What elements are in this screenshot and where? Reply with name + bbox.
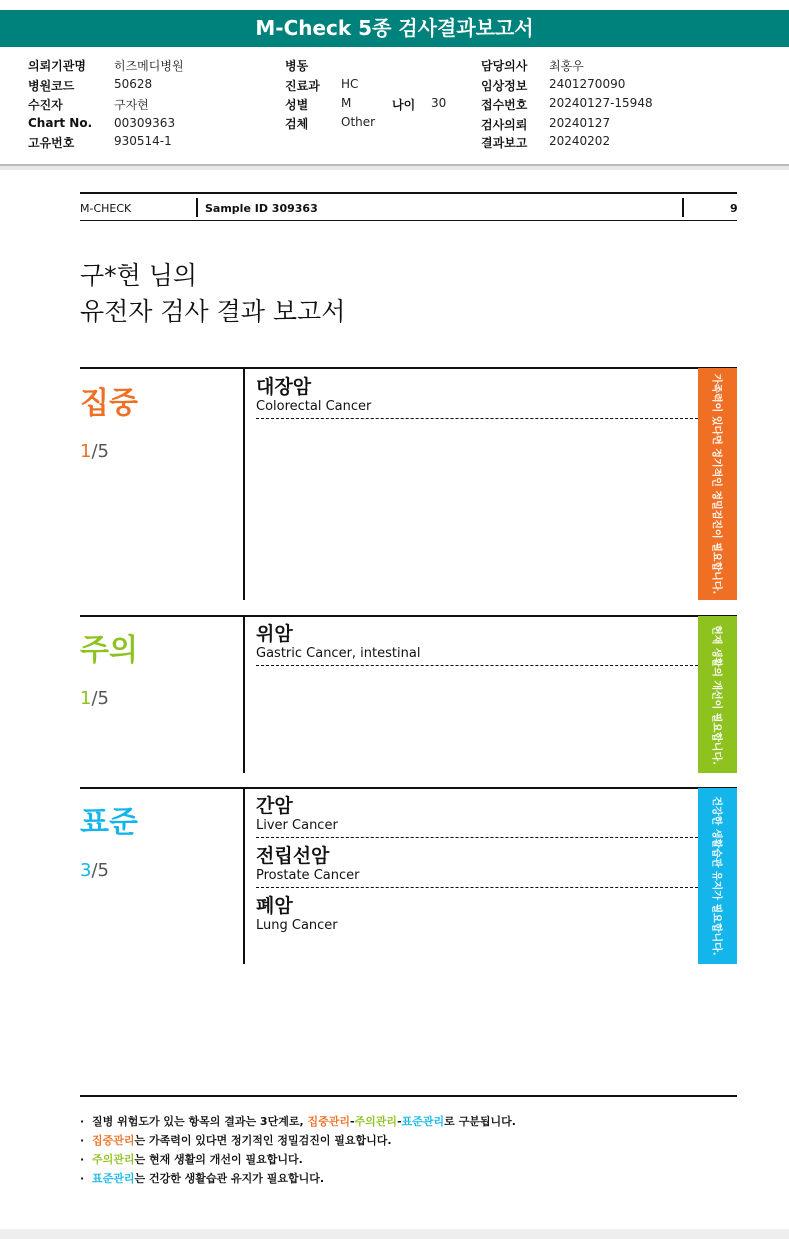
specimen: Other (341, 115, 376, 129)
receipt-number: 20240127-15948 (549, 96, 653, 110)
doctor: 최홍우 (549, 59, 584, 73)
report-label: 결과보고 (481, 136, 528, 150)
note-text: 는 건강한 생활습관 유지가 필요합니다. (134, 1172, 325, 1185)
hospital-code-label: 병원코드 (28, 79, 75, 93)
tier-caution-name: 주의 (80, 633, 138, 668)
report-date: 20240202 (549, 134, 611, 148)
tier-standard-count-value: 3 (80, 860, 92, 881)
cancer-name-en: Colorectal Cancer (256, 399, 372, 414)
cancer-item (256, 622, 420, 662)
id-label: 고유번호 (28, 136, 75, 150)
header-brand: M-CHECK (80, 202, 132, 215)
report-banner: M-Check 5종 검사결과보고서 (0, 10, 789, 47)
note-caution-key: 주의관리 (92, 1153, 135, 1166)
id-number: 930514-1 (114, 134, 172, 148)
tier-focus-divider (243, 369, 245, 600)
sex: M (341, 96, 352, 110)
chart-number: 00309363 (114, 116, 176, 130)
cancer-name-ko: 간암 (256, 795, 293, 817)
patient-name: 구자현 (114, 98, 149, 112)
tier-standard-side-note (698, 788, 737, 964)
cancer-name-en: Gastric Cancer, intestinal (256, 646, 421, 661)
tier-focus-name: 집중 (80, 386, 138, 421)
hospital-name: 히즈메디병원 (114, 59, 184, 73)
patient-label: 수진자 (28, 98, 63, 112)
tier-focus-count (80, 441, 109, 462)
tier-focus-side-text: 가족력이 있다면 정기적인 정밀검진이 필요합니다. (710, 373, 721, 595)
note-separator: - (349, 1115, 355, 1128)
tier-standard-rule (80, 787, 737, 789)
tier-caution-divider (243, 617, 245, 773)
tier-caution-side-text: 현재 생활의 개선이 필요합니다. (710, 624, 721, 765)
note-standard-key: 표준관리 (401, 1115, 445, 1128)
hospital-name-label: 의뢰기관명 (28, 59, 86, 73)
note-standard-key: 표준관리 (92, 1172, 135, 1185)
dept-label: 진료과 (285, 79, 320, 93)
receipt-label: 접수번호 (481, 98, 528, 112)
title-line-2: 유전자 검사 결과 보고서 (80, 297, 346, 326)
sex-label: 성별 (285, 98, 309, 112)
tier-caution-rule (80, 615, 737, 617)
info-divider-shadow (0, 166, 789, 170)
note-line: · 주의관리는 현재 생활의 개선이 필요합니다. (80, 1153, 303, 1166)
tier-caution-count-total: /5 (91, 688, 109, 709)
cancer-name-en: Lung Cancer (256, 918, 338, 933)
cancer-name-ko: 폐암 (256, 895, 293, 917)
note-line: · 표준관리는 건강한 생활습관 유지가 필요합니다. (80, 1172, 325, 1185)
tier-caution-count-value: 1 (80, 688, 92, 709)
header-top-rule (80, 192, 737, 194)
note-text: 는 가족력이 있다면 정기적인 정밀검진이 필요합니다. (134, 1134, 392, 1147)
request-label: 검사의뢰 (481, 118, 528, 132)
tier-focus-side-note (698, 368, 737, 600)
header-sample-id: Sample ID 309363 (205, 202, 318, 215)
header-bottom-rule (80, 220, 737, 221)
age-label: 나이 (392, 98, 416, 112)
legend-notes (80, 1113, 516, 1189)
tier-focus-count-total: /5 (91, 441, 109, 462)
dashed-divider (256, 887, 698, 888)
note-text: 는 현재 생활의 개선이 필요합니다. (134, 1153, 303, 1166)
note-caution-key: 주의관리 (354, 1115, 398, 1128)
specimen-label: 검체 (285, 117, 309, 131)
note-separator: - (397, 1115, 402, 1128)
note-line: · 집중관리는 가족력이 있다면 정기적인 정밀검진이 필요합니다. (80, 1134, 392, 1147)
age: 30 (431, 96, 447, 110)
doctor-label: 담당의사 (481, 59, 528, 73)
dashed-divider (256, 665, 698, 666)
page-number: 9 (730, 202, 738, 215)
page-bottom-bar (0, 1229, 789, 1239)
note-focus-key: 집중관리 (307, 1115, 350, 1128)
header-divider (196, 198, 198, 217)
tier-standard-side-text: 건강한 생활습관 유지가 필요합니다. (710, 796, 721, 956)
hospital-code: 50628 (114, 77, 153, 91)
cancer-item (256, 375, 371, 415)
tier-standard-divider (243, 789, 245, 964)
dashed-divider (256, 418, 698, 419)
header-divider (682, 198, 684, 217)
cancer-name-ko: 위암 (256, 623, 293, 645)
tier-standard-count-total: /5 (91, 860, 109, 881)
chart-label: Chart No. (28, 116, 93, 130)
clinical-info: 2401270090 (549, 77, 626, 91)
dept: HC (341, 77, 359, 91)
cancer-name-ko: 대장암 (256, 376, 312, 398)
tier-standard-count (80, 860, 109, 881)
cancer-item (256, 794, 338, 834)
ward-label: 병동 (285, 59, 309, 73)
tier-focus-count-value: 1 (80, 441, 92, 462)
note-text: 로 구분됩니다. (444, 1115, 516, 1128)
note-line: · 질병 위험도가 있는 항목의 결과는 3단계로, 집중관리-주의관리-표준관리로 구분됩니다. (80, 1115, 516, 1128)
cancer-item (256, 894, 338, 934)
tier-caution-side-note (698, 616, 737, 773)
footer-rule (80, 1095, 737, 1097)
cancer-name-en: Liver Cancer (256, 818, 338, 833)
tier-caution-count (80, 688, 109, 709)
note-focus-key: 집중관리 (92, 1134, 135, 1147)
cancer-name-ko: 전립선암 (256, 845, 330, 867)
title-line-1: 구*현 님의 (80, 261, 198, 290)
page-title (80, 258, 345, 330)
clinical-label: 임상정보 (481, 79, 528, 93)
request-date: 20240127 (549, 116, 611, 130)
dashed-divider (256, 837, 698, 838)
cancer-name-en: Prostate Cancer (256, 868, 360, 883)
note-text: 질병 위험도가 있는 항목의 결과는 3단계로, (92, 1115, 308, 1128)
tier-focus-rule (80, 367, 737, 369)
tier-standard-name: 표준 (80, 805, 138, 840)
cancer-item (256, 844, 359, 884)
